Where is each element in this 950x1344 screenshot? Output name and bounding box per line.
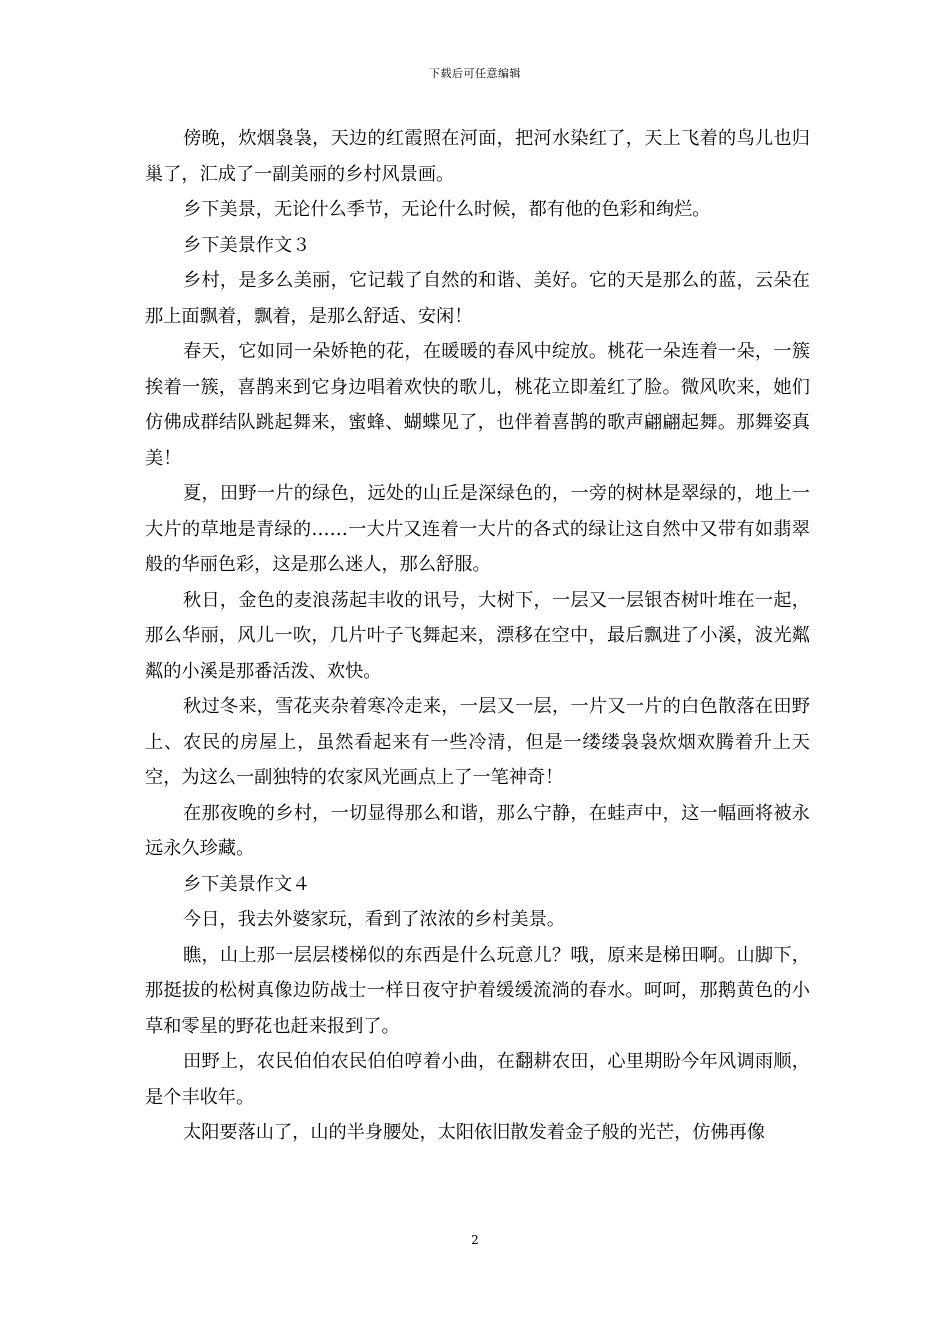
section-heading: 乡下美景作文３ bbox=[183, 234, 311, 256]
paragraph: 傍晚，炊烟袅袅，天边的红霞照在河面，把河水染红了，天上飞着的鸟儿也归巢了，汇成了一副美丽的乡村风景画。 bbox=[145, 128, 810, 185]
page-number: 2 bbox=[471, 1233, 479, 1247]
page-header: 下载后可任意编辑 bbox=[429, 67, 521, 80]
paragraph: 在那夜晚的乡村，一切显得那么和谐，那么宁静，在蛙声中，这一幅画将被永远永久珍藏。 bbox=[145, 802, 810, 859]
paragraph: 秋日，金色的麦浪荡起丰收的讯号，大树下，一层又一层银杏树叶堆在一起，那么华丽，风儿一吹，几片叶子飞舞起来，漂移在空中，最后飘进了小溪，波光粼粼的小溪是那番活泼、欢快。 bbox=[145, 589, 810, 682]
paragraph: 太阳要落山了，山的半身腰处，太阳依旧散发着金子般的光芒，仿佛再像 bbox=[183, 1122, 766, 1143]
paragraph: 秋过冬来，雪花夹杂着寒冷走来，一层又一层，一片又一片的白色散落在田野上、农民的房屋上，虽然看起来有一些冷清，但是一缕缕袅袅炊烟欢腾着升上天空，为这么一副独特的农家风光画点上了一笔神奇！ bbox=[145, 696, 810, 788]
section-heading: 乡下美景作文４ bbox=[183, 873, 311, 895]
paragraph: 今日，我去外婆家玩，看到了浓浓的乡村美景。 bbox=[183, 909, 565, 930]
paragraph: 春天，它如同一朵娇艳的花，在暖暖的春风中绽放。桃花一朵连着一朵，一簇挨着一簇，喜鹊来到它身边唱着欢快的歌儿，桃花立即羞红了脸。微风吹来，她们仿佛成群结队跳起舞来，蜜蜂、蝴蝶见了，也伴着喜鹊的歌声翩翩起舞。那舞姿真美！ bbox=[145, 341, 810, 469]
paragraph: 瞧，山上那一层层楼梯似的东西是什么玩意儿？哦，原来是梯田啊。山脚下，那挺拔的松树真像边防战士一样日夜守护着缓缓流淌的春水。呵呵，那鹅黄色的小草和零星的野花也赶来报到了。 bbox=[145, 944, 810, 1037]
paragraph: 田野上，农民伯伯农民伯伯哼着小曲，在翻耕农田，心里期盼今年风调雨顺，是个丰收年。 bbox=[145, 1051, 810, 1108]
paragraph: 乡下美景，无论什么季节，无论什么时候，都有他的色彩和绚烂。 bbox=[183, 199, 711, 220]
paragraph: 夏，田野一片的绿色，远处的山丘是深绿色的，一旁的树林是翠绿的，地上一大片的草地是青绿的……一大片又连着一大片的各式的绿让这自然中又带有如翡翠般的华丽色彩，这是那么迷人，那么舒服。 bbox=[145, 483, 810, 575]
document-body bbox=[145, 121, 810, 1151]
paragraph: 乡村，是多么美丽，它记载了自然的和谐、美好。它的天是那么的蓝，云朵在那上面飘着，飘着，是那么舒适、安闲！ bbox=[145, 270, 810, 327]
